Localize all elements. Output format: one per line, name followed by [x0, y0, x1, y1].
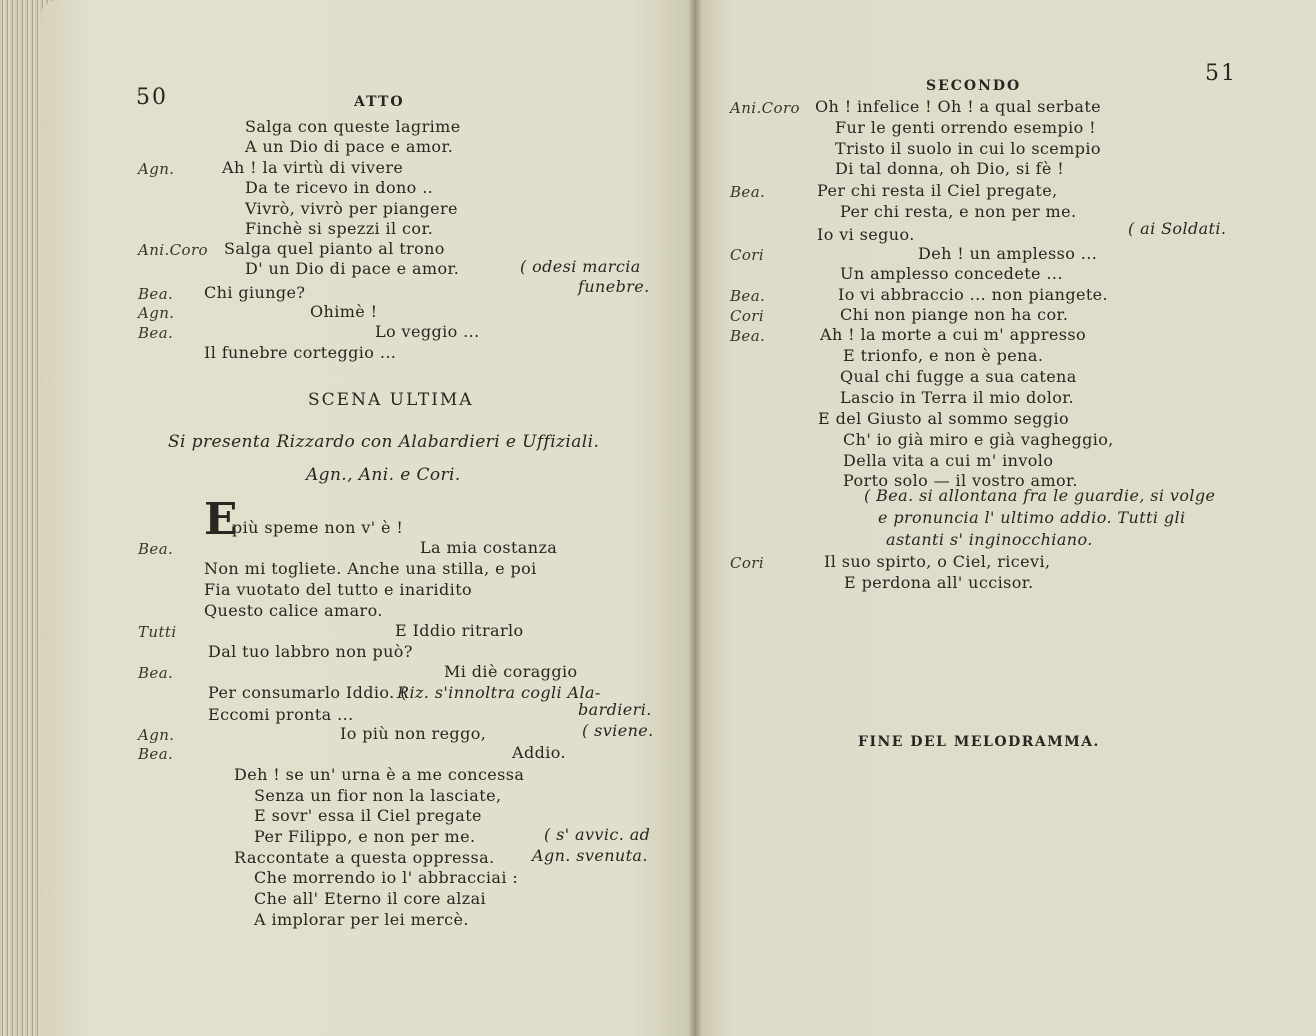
- speaker-label: Ani.Coro: [138, 241, 208, 259]
- verse-line: Ah ! la morte a cui m' appresso: [820, 325, 1086, 344]
- verse-line: Che all' Eterno il core alzai: [254, 889, 487, 908]
- stage-direction-sviene: ( sviene.: [582, 721, 654, 740]
- verse-line: Deh ! se un' urna è a me concessa: [234, 765, 525, 784]
- stage-direction-funebre: funebre.: [578, 277, 650, 296]
- left-page-number: 50: [136, 85, 168, 110]
- stage-direction-bardieri: bardieri.: [578, 700, 652, 719]
- speaker-label: Cori: [730, 246, 765, 264]
- speaker-label: Bea.: [138, 664, 174, 682]
- speaker-label: Bea.: [730, 287, 766, 305]
- verse-line: Dal tuo labbro non può?: [208, 642, 413, 661]
- verse-line: Lascio in Terra il mio dolor.: [840, 388, 1075, 407]
- verse-line: Lo veggio ...: [375, 322, 480, 341]
- verse-line: Da te ricevo in dono ..: [245, 178, 434, 197]
- scene-characters: Agn., Ani. e Cori.: [306, 465, 461, 485]
- speaker-label: Agn.: [138, 726, 175, 744]
- verse-line: Mi diè coraggio: [444, 662, 578, 681]
- verse-line: Della vita a cui m' involo: [843, 451, 1054, 470]
- verse-line: Chi non piange non ha cor.: [840, 305, 1069, 324]
- verse-line: Salga con queste lagrime: [245, 117, 461, 136]
- verse-line: Il suo spirto, o Ciel, ricevi,: [824, 552, 1051, 571]
- speaker-label: Agn.: [138, 160, 175, 178]
- verse-line: Per chi resta, e non per me.: [840, 202, 1077, 221]
- stage-direction-agn-svenuta: Agn. svenuta.: [532, 846, 648, 865]
- verse-line: E Iddio ritrarlo: [395, 621, 524, 640]
- speaker-label: Cori: [730, 554, 765, 572]
- verse-line: A un Dio di pace e amor.: [245, 137, 454, 156]
- right-page-number: 51: [1205, 61, 1237, 86]
- speaker-label: Bea.: [138, 285, 174, 303]
- scene-title: SCENA ULTIMA: [308, 390, 474, 410]
- stage-direction-rizzardo: Riz. s'innoltra cogli Ala-: [397, 683, 601, 702]
- verse-line: Che morrendo io l' abbracciai :: [254, 868, 519, 887]
- verse-line: Di tal donna, oh Dio, si fè !: [835, 159, 1065, 178]
- speaker-label: Bea.: [138, 540, 174, 558]
- verse-line: Io vi abbraccio ... non piangete.: [838, 285, 1109, 304]
- verse-line: D' un Dio di pace e amor.: [245, 259, 460, 278]
- speaker-label: Bea.: [730, 183, 766, 201]
- drop-cap: E: [204, 494, 238, 545]
- verse-line: più speme non v' è !: [232, 518, 404, 537]
- verse-line: Non mi togliete. Anche una stilla, e poi: [204, 559, 537, 578]
- scene-subtitle: Si presenta Rizzardo con Alabardieri e Uffiziali.: [168, 432, 600, 452]
- right-running-head: SECONDO: [926, 78, 1022, 94]
- verse-line: Deh ! un amplesso ...: [918, 244, 1098, 263]
- verse-line: Oh ! infelice ! Oh ! a qual serbate: [815, 97, 1102, 116]
- stage-direction-avvic: ( s' avvic. ad: [544, 825, 651, 844]
- verse-line: E del Giusto al sommo seggio: [818, 409, 1070, 428]
- verse-line: Ohimè !: [310, 302, 378, 321]
- verse-line: Senza un fior non la lasciate,: [254, 786, 502, 805]
- stage-direction-ai-soldati: ( ai Soldati.: [1128, 219, 1227, 238]
- verse-line: Un amplesso concedete ...: [840, 264, 1063, 283]
- speaker-label: Bea.: [138, 324, 174, 342]
- verse-line: E trionfo, e non è pena.: [843, 346, 1044, 365]
- verse-line: La mia costanza: [420, 538, 558, 557]
- verse-line: Io più non reggo,: [340, 724, 487, 743]
- verse-line: Porto solo — il vostro amor.: [843, 471, 1078, 490]
- verse-line: Fur le genti orrendo esempio !: [835, 118, 1096, 137]
- verse-line: Salga quel pianto al trono: [224, 239, 445, 258]
- verse-line: Tristo il suolo in cui lo scempio: [835, 139, 1101, 158]
- verse-line: Vivrò, vivrò per piangere: [245, 199, 458, 218]
- final-direction-line-1: ( Bea. si allontana fra le guardie, si volge: [864, 486, 1216, 505]
- verse-line: Per Filippo, e non per me.: [254, 827, 476, 846]
- verse-line: Finchè si spezzi il cor.: [245, 219, 434, 238]
- speaker-label: Tutti: [138, 623, 177, 641]
- verse-line: Eccomi pronta ...: [208, 705, 354, 724]
- verse-line: Ch' io già miro e già vagheggio,: [843, 430, 1114, 449]
- final-direction-line-3: astanti s' inginocchiano.: [886, 530, 1093, 549]
- verse-line: Addio.: [512, 743, 566, 762]
- verse-line: A implorar per lei mercè.: [254, 910, 469, 929]
- final-direction-line-2: e pronuncia l' ultimo addio. Tutti gli: [878, 508, 1186, 527]
- speaker-label: Bea.: [730, 327, 766, 345]
- verse-line: Per chi resta il Ciel pregate,: [817, 181, 1058, 200]
- verse-line: E perdona all' uccisor.: [844, 573, 1034, 592]
- speaker-label: Agn.: [138, 304, 175, 322]
- verse-line: Fia vuotato del tutto e inaridito: [204, 580, 473, 599]
- verse-line: Qual chi fugge a sua catena: [840, 367, 1077, 386]
- fine-del-melodramma: FINE DEL MELODRAMMA.: [858, 734, 1100, 750]
- verse-line: Raccontate a questa oppressa.: [234, 848, 495, 867]
- stage-direction-marcia: ( odesi marcia: [520, 257, 641, 276]
- verse-line: Per consumarlo Iddio. (: [208, 683, 407, 702]
- verse-line: Io vi seguo.: [817, 225, 915, 244]
- verse-line: Ah ! la virtù di vivere: [222, 158, 404, 177]
- speaker-label: Ani.Coro: [730, 99, 800, 117]
- book-gutter: [688, 0, 702, 1036]
- speaker-label: Bea.: [138, 745, 174, 763]
- verse-line: Questo calice amaro.: [204, 601, 383, 620]
- speaker-label: Cori: [730, 307, 765, 325]
- verse-line: Chi giunge?: [204, 283, 306, 302]
- left-running-head: ATTO: [354, 94, 405, 110]
- verse-line: E sovr' essa il Ciel pregate: [254, 806, 482, 825]
- verse-line: Il funebre corteggio ...: [204, 343, 397, 362]
